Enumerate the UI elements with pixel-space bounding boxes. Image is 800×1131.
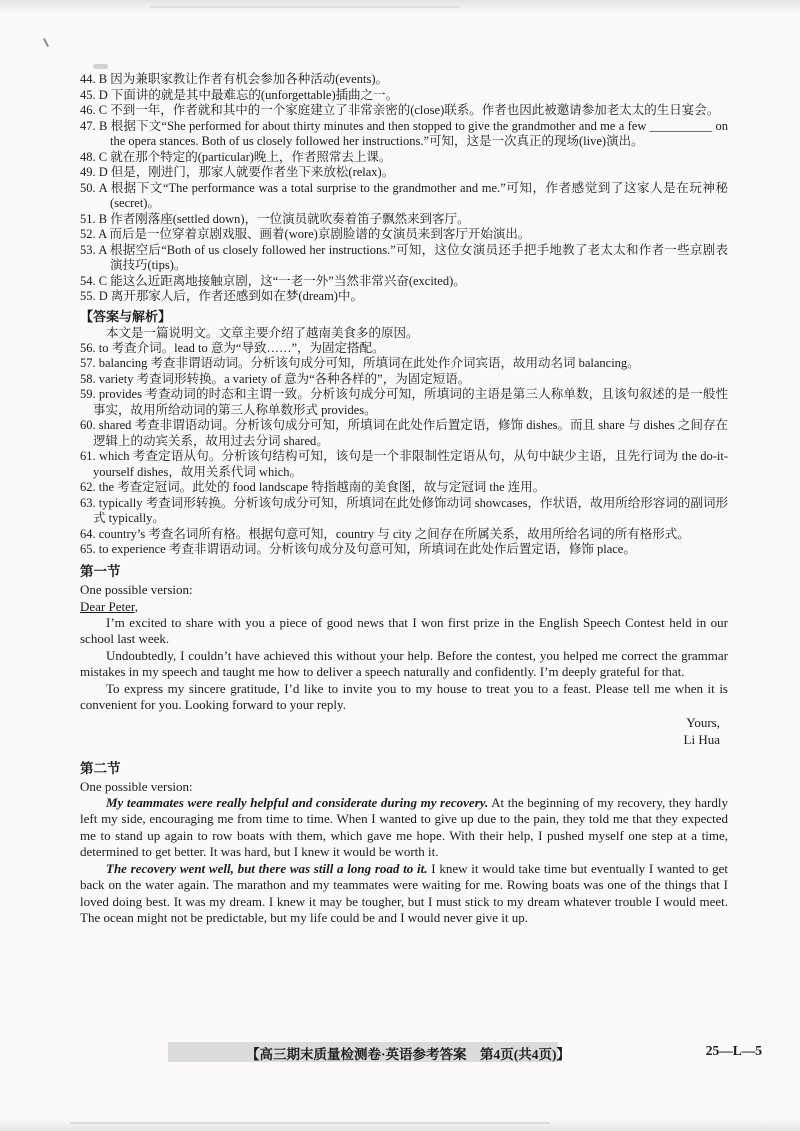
footer-title: 【高三期末质量检测卷·英语参考答案 第4页(共4页)】 [246, 1047, 570, 1062]
answer-number: 45. [80, 87, 96, 102]
answer-letter: D [98, 289, 108, 303]
cloze-answer-list [80, 72, 728, 305]
grammar-number: 61. [80, 449, 96, 463]
answer-number: 52. [80, 227, 96, 241]
answer-item [80, 181, 728, 212]
grammar-item [80, 449, 728, 480]
page-footer [0, 1040, 800, 1066]
answer-letter: B [98, 118, 108, 133]
answer-letter: A [98, 180, 107, 195]
grammar-number: 63. [80, 495, 96, 510]
answer-number: 51. [80, 211, 96, 226]
grammar-answer: shared [98, 418, 132, 432]
letter-closing: Yours, [686, 714, 720, 730]
grammar-explanation: 考查词形转换。a variety of 意为“各种各样的”，为固定短语。 [136, 371, 471, 386]
letter-signature: Li Hua [683, 731, 720, 747]
grammar-explanation: 考查动词的时态和主谓一致。分析该句成分可知，所填词的主语是第三人称单数，且该句叙述的是一般性事实，故用所给动词的第三人称单数形式 provides。 [93, 387, 728, 417]
scan-artifact [0, 0, 800, 14]
grammar-item [80, 356, 728, 372]
grammar-explanation: 考查名词所有格。根据句意可知，country 与 city 之间存在所属关系，故用所给名词的所有格形式。 [148, 526, 690, 541]
essay-body-text: At the beginning of my recovery, they hardly left my side, encouraging me from time to time. When I wanted to give up due to the pain, they told me that they expected me to stand up again to row boats with them, which gave me hope. With their help, I pushed myself one step at a time, determined to get better. It was hard, but I knew it would be worth it. [80, 794, 728, 859]
scan-artifact [43, 38, 49, 47]
letter-paragraph: Undoubtedly, I couldn’t have achieved this without your help. Before the contest, you helped me correct the grammar mistakes in my speech and taught me how to deliver a speech naturally and confidently. I’m deeply grateful for that. [80, 647, 728, 679]
answer-explanation: 能这么近距离地接触京剧，这“一老一外”当然非常兴奋(excited)。 [110, 273, 466, 288]
answer-number: 54. [80, 273, 96, 288]
answer-explanation: 下面讲的就是其中最难忘的(unforgettable)插曲之一。 [110, 87, 399, 102]
grammar-item [80, 387, 728, 418]
grammar-answer: typically [98, 495, 143, 510]
answer-number: 55. [80, 289, 96, 303]
answer-number: 49. [80, 165, 96, 179]
grammar-answer: to [98, 340, 109, 355]
grammar-item [80, 480, 728, 496]
analysis-section-header: 【答案与解析】 [80, 308, 172, 324]
grammar-item [80, 496, 728, 527]
answer-item [80, 165, 728, 181]
section1-version-label: One possible version: [80, 581, 193, 597]
answer-explanation: 不到一年，作者就和其中的一个家庭建立了非常亲密的(close)联系。作者也因此被邀请参加老太太的生日宴会。 [110, 103, 720, 117]
essay-lead-sentence: My teammates were really helpful and considerate during my recovery. [106, 794, 489, 810]
answer-item [80, 150, 728, 166]
answer-item [80, 212, 728, 228]
answer-number: 53. [80, 242, 96, 257]
essay-body-text: I knew it would take time but eventually I wanted to get back on the water again. The marathon and my teammates were waiting for me. Rowing boats was one of the things that I loved doing best. It was my dream. I knew it may be tougher, but I must stick to my dream whatever trouble I would meet. The ocean might not be predictable, but my life could be and I would never give it up. [80, 860, 729, 925]
answer-item [80, 103, 728, 119]
grammar-number: 57. [80, 356, 96, 370]
answer-letter: B [98, 211, 108, 226]
grammar-answer: which [98, 449, 130, 463]
answer-item [80, 289, 728, 305]
answer-number: 48. [80, 149, 96, 164]
grammar-number: 65. [80, 542, 96, 556]
answer-number: 50. [80, 180, 96, 195]
answer-letter: D [98, 87, 108, 102]
grammar-answer: provides [98, 387, 142, 401]
grammar-explanation: 考查非谓语动词。分析该句成分可知，所填词在此处作介词宾语，故用动名词 balancing。 [150, 356, 640, 370]
answer-number: 44. [80, 72, 96, 86]
answer-number: 46. [80, 103, 96, 117]
grammar-number: 58. [80, 371, 96, 386]
answer-letter: A [98, 242, 107, 257]
grammar-number: 56. [80, 340, 96, 355]
answer-letter: C [98, 103, 108, 117]
grammar-item [80, 341, 728, 357]
section2-title: 第二节 [80, 760, 121, 776]
grammar-explanation: 考查非谓语动词。分析该句成分可知，所填词在此处作后置定语，修饰 dishes。而且 share 与 dishes 之间存在逻辑上的动宾关系，故用过去分词 shared。 [93, 418, 729, 448]
grammar-answer-list [80, 341, 728, 558]
answer-item [80, 88, 728, 104]
answer-explanation: 根据下文“She performed for about thirty minutes and then stopped to give the grandmother and me a few __________ on the opera stances. Both of us closely followed her instructions.”可知，这是一次真正的现场(live)演出。 [110, 118, 729, 148]
grammar-answer: balancing [98, 356, 148, 370]
answer-number: 47. [80, 118, 96, 133]
answer-letter: A [98, 227, 107, 241]
answer-explanation: 根据空后“Both of us closely followed her instructions.”可知，这位女演员还手把手地教了老太太和作者一些京剧表演技巧(tips)。 [110, 242, 728, 272]
footer-code: 25—L—5 [705, 1043, 762, 1058]
grammar-number: 60. [80, 418, 96, 432]
answer-explanation: 作者刚落座(settled down)，一位演员就吹奏着笛子飘然来到客厅。 [110, 211, 470, 226]
answer-item [80, 243, 728, 274]
answer-explanation: 离开那家人后，作者还感到如在梦(dream)中。 [110, 289, 363, 303]
essay-lead-sentence: The recovery went well, but there was still a long road to it. [106, 860, 428, 876]
passage-summary: 本文是一篇说明文。文章主要介绍了越南美食多的原因。 [106, 325, 419, 340]
grammar-answer: variety [98, 371, 134, 386]
grammar-item [80, 372, 728, 388]
answer-item [80, 72, 728, 88]
grammar-explanation: 考查定冠词。此处的 food landscape 特指越南的美食图，故与定冠词 the 连用。 [117, 480, 546, 494]
grammar-item [80, 542, 728, 558]
answer-letter: B [98, 72, 108, 86]
answer-explanation: 而后是一位穿着京剧戏服、画着(wore)京剧脸谱的女演员来到客厅开始演出。 [109, 227, 531, 241]
answer-item [80, 227, 728, 243]
grammar-answer: to experience [98, 542, 166, 556]
answer-explanation: 但是，刚进门，那家人就要作者坐下来放松(relax)。 [110, 165, 395, 179]
letter-salutation: Dear Peter, [80, 598, 138, 614]
essay-paragraph [80, 795, 728, 861]
grammar-explanation: 考查非谓语动词。分析该句成分及句意可知，所填词在此处作后置定语，修饰 place。 [168, 542, 636, 556]
grammar-number: 62. [80, 480, 96, 494]
answer-letter: D [98, 165, 108, 179]
grammar-explanation: 考查词形转换。分析该句成分可知，所填词在此处修饰动词 showcases，作状语，故用所给形容词的副词形式 typically。 [93, 495, 729, 525]
grammar-answer: the [98, 480, 115, 494]
answer-letter: C [98, 149, 108, 164]
answer-item [80, 119, 728, 150]
answer-explanation: 因为兼职家教让作者有机会参加各种活动(events)。 [110, 72, 388, 86]
writing-section-1 [80, 563, 728, 748]
letter-paragraph: I’m excited to share with you a piece of good news that I won first prize in the English Speech Contest held in our school last week. [80, 614, 728, 646]
scan-artifact [93, 64, 108, 69]
section2-version-label: One possible version: [80, 778, 193, 794]
essay-paragraph [80, 861, 728, 927]
answer-letter: C [98, 273, 108, 288]
grammar-number: 64. [80, 526, 96, 541]
answer-explanation: 根据下文“The performance was a total surprise to the grandmother and me.”可知，作者感觉到了这家人是在玩神秘(secret)。 [110, 180, 728, 210]
letter-paragraph: To express my sincere gratitude, I’d like to invite you to my house to treat you to a feast. Please tell me when it is convenient for you. Looking forward to your reply. [80, 680, 728, 712]
grammar-number: 59. [80, 387, 96, 401]
grammar-item [80, 418, 728, 449]
page-content [80, 72, 728, 927]
answer-explanation: 就在那个特定的(particular)晚上，作者照常去上课。 [110, 149, 392, 164]
scan-artifact [0, 1119, 800, 1131]
grammar-answer: country’s [98, 526, 146, 541]
grammar-explanation: 考查定语从句。分析该句结构可知，该句是一个非限制性定语从句，从句中缺少主语，且先行词为 the do-it-yourself dishes，故用关系代词 which。 [93, 449, 728, 479]
grammar-item [80, 527, 728, 543]
writing-section-2 [80, 760, 728, 927]
answer-item [80, 274, 728, 290]
section1-title: 第一节 [80, 563, 121, 579]
grammar-explanation: 考查介词。lead to 意为“导致……”，为固定搭配。 [111, 340, 385, 355]
